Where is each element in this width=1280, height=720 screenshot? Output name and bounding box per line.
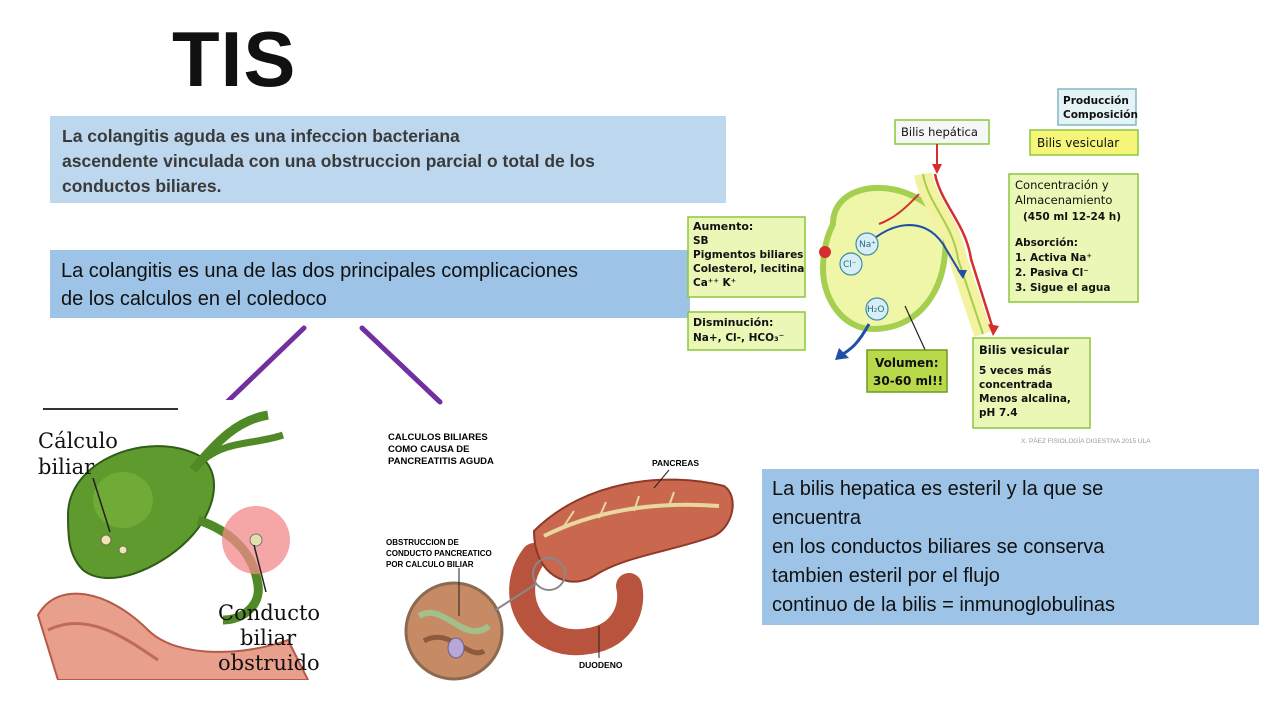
gallstone-illustration [28,400,328,680]
label-duct-3: obstruido [218,651,320,675]
label-stone-1: Cálculo [38,429,118,453]
magnifier-circle [406,583,502,679]
volume-line: Volumen: [875,356,939,370]
caption-line: CALCULOS BILIARES [388,432,488,443]
concentration-line: Concentración y [1015,178,1109,192]
increase-line: Colesterol, lecitina [693,263,805,275]
hepatic-bile-label: Bilis hepática [901,125,978,139]
label-duodenum: DUODENO [579,660,623,670]
ion-label-na: Na⁺ [859,240,876,250]
label-duct-2: biliar [240,626,297,650]
definition-line: ascendente vinculada con una obstruccion parcial o total de los [62,151,595,171]
absorption-line: 1. Activa Na⁺ [1015,252,1092,264]
definition-line: La colangitis aguda es una infeccion bacteriana [62,126,460,146]
production-label-1: Producción [1063,95,1129,107]
sterile-bile-line: en los conductos biliares se conserva [772,536,1105,558]
label-obstruction-2: CONDUCTO PANCREATICO [386,549,492,558]
caption-line: COMO CAUSA DE [388,444,470,455]
increase-line: Aumento: [693,220,754,233]
concentration-line: (450 ml 12-24 h) [1023,211,1122,223]
pancreatic-stone [448,638,464,658]
decrease-line: Na+, Cl-, HCO₃⁻ [693,332,785,344]
ion-label-cl: Cl⁻ [843,260,857,270]
complication-line: La colangitis es una de las dos principales complicaciones [61,260,578,282]
label-pancreas: PANCREAS [652,458,700,468]
decrease-line: Disminución: [693,316,774,329]
vesicular-bile-top-label: Bilis vesicular [1037,136,1120,150]
label-stone-2: biliar [38,455,95,479]
gallstone [101,535,111,545]
volume-line: 30-60 ml!! [873,374,944,388]
gallstone [119,546,127,554]
diagram-credit: X. PÁEZ FISIOLOGÍA DIGESTIVA 2015 ULA [1021,438,1151,445]
connector-line-right [362,328,440,402]
vesicular-bottom-line: Menos alcalina, [979,393,1071,405]
sterile-bile-line: La bilis hepatica es esteril y la que se [772,478,1104,500]
vesicular-bottom-line: concentrada [979,379,1053,391]
vesicular-bottom-line: pH 7.4 [979,407,1018,419]
absorption-line: 2. Pasiva Cl⁻ [1015,267,1089,279]
label-obstruction-1: OBSTRUCCION DE [386,538,459,547]
definition-box [50,116,726,203]
production-label-2: Composición [1063,109,1138,121]
definition-line: conductos biliares. [62,176,222,196]
increase-line: SB [693,235,709,247]
complication-line: de los calculos en el coledoco [61,288,327,310]
sterile-bile-line: tambien esteril por el flujo [772,565,1000,587]
concentration-line: Almacenamiento [1015,193,1113,207]
vesicular-bottom-line: Bilis vesicular [979,343,1069,357]
sterile-bile-line: continuo de la bilis = inmunoglobulinas [772,594,1116,616]
increase-line: Pigmentos biliares [693,249,804,261]
absorption-line: Absorción: [1015,237,1078,249]
bile-physiology-diagram [683,84,1173,450]
pancreatitis-illustration [384,426,740,686]
increase-line: Ca⁺⁺ K⁺ [693,277,737,289]
connector-line-left [227,328,304,402]
ion-label-h2o: H₂O [867,305,885,315]
slide-title: TIS [172,15,297,103]
label-duct-1: Conducto [218,601,321,625]
caption-line: PANCREATITIS AGUDA [388,456,494,467]
sterile-bile-line: encuentra [772,507,861,529]
absorption-line: 3. Sigue el agua [1015,282,1111,294]
sterile-bile-box [762,469,1259,625]
connector-lines [200,320,460,410]
complication-box [50,250,690,318]
vesicular-bottom-line: 5 veces más [979,365,1052,377]
label-obstruction-3: POR CALCULO BILIAR [386,560,474,569]
